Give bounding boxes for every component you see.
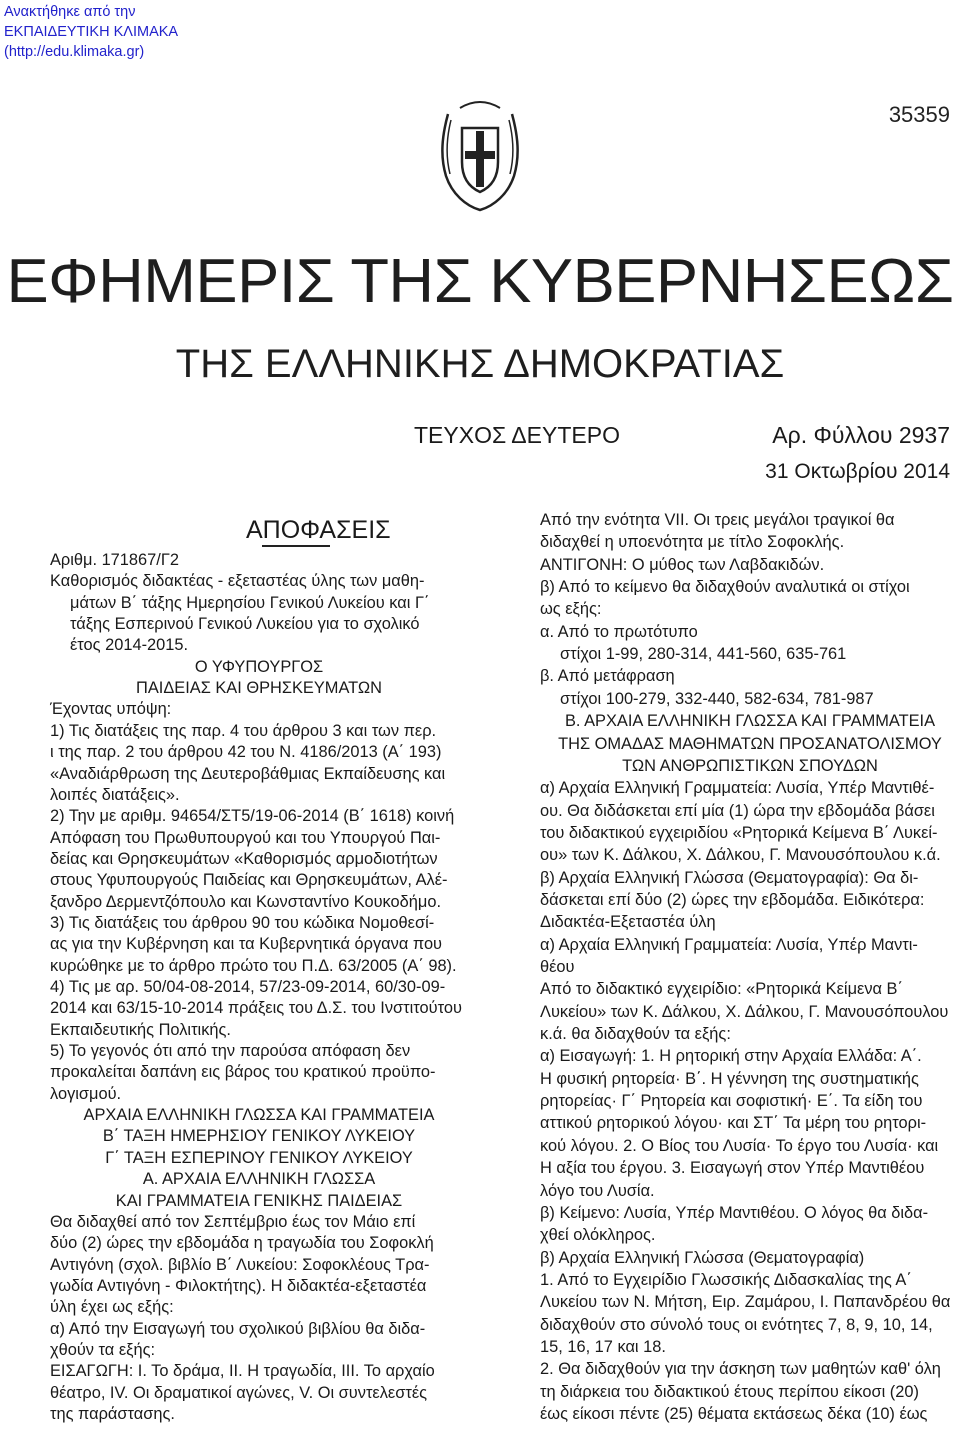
paragraph-line: κυρώθηκε με το άρθρο πρώτο του Π.Δ. 63/2005 (Α΄ 98).	[50, 957, 457, 975]
greek-coat-of-arms-icon	[438, 96, 522, 214]
source-note-line-2: ΕΚΠΑΙΔΕΥΤΙΚΗ ΚΛΙΜΑΚΑ	[4, 24, 179, 40]
paragraph-line: α) Αρχαία Ελληνική Γραμματεία: Λυσία, Υπέρ Μαντιθέ‑	[540, 779, 935, 797]
paragraph-line: γωδία Αντιγόνη ‑ Φιλοκτήτης). Η διδακτέα‑εξεταστέα	[50, 1277, 427, 1295]
subject-heading: ΚΑΙ ΓΡΑΜΜΑΤΕΙΑ ΓΕΝΙΚΗΣ ΠΑΙΔΕΙΑΣ	[115, 1192, 403, 1210]
paragraph-line: προκαλείται δαπάνη εις βάρος του κρατικού προϋπο‑	[50, 1063, 436, 1081]
paragraph-line: του διδακτικού εγχειριδίου «Ρητορικά Κείμενα Β΄ Λυκεί‑	[540, 824, 938, 842]
subject-heading: ΤΗΣ ΟΜΑΔΑΣ ΜΑΘΗΜΑΤΩΝ ΠΡΟΣΑΝΑΤΟΛΙΣΜΟΥ	[558, 735, 942, 753]
paragraph-line: χθούν τα εξής:	[50, 1341, 156, 1359]
paragraph-line: Η αξία του έργου. 3. Εισαγωγή στον Υπέρ Μαντιθέου	[540, 1159, 925, 1177]
source-note-line-1: Ανακτήθηκε από την	[4, 4, 136, 20]
decision-number: Αριθμ. 171867/Γ2	[50, 551, 179, 569]
paragraph-line: της παράστασης.	[50, 1405, 175, 1423]
paragraph-line: α) Αρχαία Ελληνική Γραμματεία: Λυσία, Υπέρ Μαντι‑	[540, 936, 918, 954]
paragraph-line: α) Εισαγωγή: 1. Η ρητορική στην Αρχαία Ελλάδα: Α΄.	[540, 1047, 922, 1065]
paragraph-line: Εκπαιδευτικής Πολιτικής.	[50, 1021, 231, 1039]
subject-heading: ΑΡΧΑΙΑ ΕΛΛΗΝΙΚΗ ΓΛΩΣΣΑ ΚΑΙ ΓΡΑΜΜΑΤΕΙΑ	[83, 1106, 435, 1124]
source-note	[4, 2, 178, 62]
issue-date: 31 Οκτωβρίου 2014	[765, 460, 950, 483]
paragraph-line: β) Κείμενο: Λυσία, Υπέρ Μαντιθέου. Ο λόγος θα διδα‑	[540, 1204, 929, 1222]
decision-title-line: έτος 2014‑2015.	[70, 636, 189, 654]
gazette-title: ΕΦΗΜΕΡΙΣ ΤΗΣ ΚΥΒΕΡΝΗΣΕΩΣ	[6, 247, 954, 316]
sheet-number: Αρ. Φύλλου 2937	[772, 422, 950, 448]
paragraph-line: Απόφαση του Πρωθυπουργού και του Υπουργού Παι‑	[50, 829, 441, 847]
paragraph-line: έως είκοσι πέντε (25) θέματα εκτάσεως δέκα (10) έως	[540, 1405, 928, 1423]
paragraph-line: Λυκείου» των Κ. Δάλκου, Χ. Δάλκου, Γ. Μανουσόπουλου	[540, 1003, 949, 1021]
paragraph-line: διδαχθούν στο σύνολό τους οι ενότητες 7, 8, 9, 10, 14,	[540, 1316, 933, 1334]
section-heading: ΑΠΟΦΑΣΕΙΣ	[246, 516, 391, 544]
paragraph-line: 15, 16, 17 και 18.	[540, 1338, 666, 1356]
decision-title-line: τάξης Εσπερινού Γενικού Λυκείου για το σχολικό	[70, 615, 420, 633]
issue-line	[0, 422, 960, 452]
issuer-heading: Ο ΥΦΥΠΟΥΡΓΟΣ	[194, 658, 324, 676]
paragraph-line: λογισμού.	[50, 1085, 122, 1103]
paragraph-line: λόγο του Λυσία.	[540, 1182, 655, 1200]
decision-title-line: Καθορισμός διδακτέας ‑ εξεταστέας ύλης των μαθη‑	[50, 572, 425, 590]
paragraph-line: Θα διδαχθεί από τον Σεπτέμβριο έως τον Μάιο επί	[50, 1213, 416, 1231]
paragraph-line: κού λόγου. 2. Ο Βίος του Λυσία· Το έργο του Λυσία· και	[540, 1137, 939, 1155]
issue-series: ΤΕΥΧΟΣ ΔΕΥΤΕΡΟ	[414, 422, 620, 448]
page-number: 35359	[888, 102, 950, 127]
paragraph-line: ου. Θα διδάσκεται επί μία (1) ώρα την εβδομάδα βάσει	[540, 802, 935, 820]
paragraph-line: δείας και Θρησκευμάτων «Καθορισμός αρμοδιοτήτων	[50, 850, 438, 868]
paragraph-line: κ.ά. θα διδαχθούν τα εξής:	[540, 1025, 731, 1043]
paragraph-line: ΑΝΤΙΓΟΝΗ: Ο μύθος των Λαβδακιδών.	[540, 556, 825, 574]
paragraph-line: 5) Το γεγονός ότι από την παρούσα απόφαση δεν	[50, 1042, 411, 1060]
paragraph-line: δάσκεται επί δύο (2) ώρες την εβδομάδα. Ειδικότερα:	[540, 891, 925, 909]
paragraph-line: ρητορείας· Γ΄ Ρητορεία και σοφιστική· Ε΄. Τα είδη του	[540, 1092, 923, 1110]
paragraph-line: Από το διδακτικό εγχειρίδιο: «Ρητορικά Κείμενα Β΄	[540, 980, 903, 998]
paragraph-line: ας για την Κυβέρνηση και τα Κυβερνητικά όργανα που	[50, 935, 443, 953]
paragraph-line: ύλη έχει ως εξής:	[50, 1298, 174, 1316]
paragraph-line: ως εξής:	[540, 600, 602, 618]
source-note-line-3: (http://edu.klimaka.gr)	[4, 44, 145, 60]
paragraph-line: β) Από το κείμενο θα διδαχθούν αναλυτικά οι στίχοι	[540, 578, 910, 596]
paragraph-line: 3) Τις διατάξεις του άρθρου 90 του κώδικα Νομοθεσί‑	[50, 914, 435, 932]
paragraph-line: Αντιγόνη (σχολ. βιβλίο Β΄ Λυκείου: Σοφοκλέους Τρα‑	[50, 1256, 430, 1274]
paragraph-line: διδαχθεί η υποενότητα με τίτλο Σοφοκλής.	[540, 533, 845, 551]
paragraph-line: Η φυσική ρητορεία· Β΄. Η γέννηση της συστηματικής	[540, 1070, 919, 1088]
subject-heading: Β΄ ΤΑΞΗ ΗΜΕΡΗΣΙΟΥ ΓΕΝΙΚΟΥ ΛΥΚΕΙΟΥ	[102, 1127, 416, 1145]
subject-heading: Γ΄ ΤΑΞΗ ΕΣΠΕΡΙΝΟΥ ΓΕΝΙΚΟΥ ΛΥΚΕΙΟΥ	[105, 1149, 413, 1167]
paragraph-line: Λυκείου των Ν. Μήτση, Ειρ. Ζαμάρου, Ι. Παπανδρέου θα	[540, 1293, 951, 1311]
paragraph-line: «Αναδιάρθρωση της Δευτεροβάθμιας Εκπαίδευσης και	[50, 765, 446, 783]
paragraph-line: δύο (2) ώρες την εβδομάδα η τραγωδία του Σοφοκλή	[50, 1234, 434, 1252]
paragraph-line: αττικού ρητορικού λόγου· και ΣΤ΄ Τα μέρη του ρητορι‑	[540, 1114, 927, 1132]
section-heading-rule	[262, 545, 330, 547]
paragraph-line: ξανδρο Δερμεντζόπουλο και Κωνσταντίνο Κουκοδήμο.	[50, 893, 442, 911]
paragraph-line: τη διάρκεια του διδακτικού έτους περίπου είκοσι (20)	[540, 1383, 919, 1401]
paragraph-line: 2) Την με αριθμ. 94654/ΣΤ5/19‑06‑2014 (Β΄ 1618) κοινή	[50, 807, 455, 825]
paragraph-line: 2. Θα διδαχθούν για την άσκηση των μαθητών καθ' όλη	[540, 1360, 941, 1378]
paragraph-line: β. Από μετάφραση	[540, 667, 675, 685]
paragraph-line: Έχοντας υπόψη:	[50, 700, 172, 718]
paragraph-line: θέου	[540, 958, 575, 976]
paragraph-line: ΕΙΣΑΓΩΓΗ: Ι. Το δράμα, ΙΙ. Η τραγωδία, ΙΙΙ. Το αρχαίο	[50, 1362, 435, 1380]
paragraph-line: 1) Τις διατάξεις της παρ. 4 του άρθρου 3 και των περ.	[50, 722, 437, 740]
paragraph-line: θέατρο, IV. Οι δραματικοί αγώνες, V. Οι συντελεστές	[50, 1384, 428, 1402]
paragraph-line: λοιπές διατάξεις».	[50, 786, 180, 804]
paragraph-line: Από την ενότητα VII. Οι τρεις μεγάλοι τραγικοί θα	[540, 511, 895, 529]
subject-heading: Β. ΑΡΧΑΙΑ ΕΛΛΗΝΙΚΗ ΓΛΩΣΣΑ ΚΑΙ ΓΡΑΜΜΑΤΕΙΑ	[564, 712, 936, 730]
decision-title-line: μάτων Β΄ τάξης Ημερησίου Γενικού Λυκείου και Γ΄	[70, 594, 430, 612]
paragraph-line: ι της παρ. 2 του άρθρου 42 του Ν. 4186/2013 (Α΄ 193)	[50, 743, 442, 761]
paragraph-line: στίχοι 100‑279, 332‑440, 582‑634, 781‑987	[560, 690, 874, 708]
issuer-heading: ΠΑΙΔΕΙΑΣ ΚΑΙ ΘΡΗΣΚΕΥΜΑΤΩΝ	[136, 679, 382, 697]
paragraph-line: α. Από το πρωτότυπο	[540, 623, 698, 641]
paragraph-line: στους Υφυπουργούς Παιδείας και Θρησκευμάτων, Αλέ‑	[50, 871, 448, 889]
subject-heading: Α. ΑΡΧΑΙΑ ΕΛΛΗΝΙΚΗ ΓΛΩΣΣΑ	[142, 1170, 376, 1188]
subject-heading: ΤΩΝ ΑΝΘΡΩΠΙΣΤΙΚΩΝ ΣΠΟΥΔΩΝ	[622, 757, 878, 775]
paragraph-line: ου» των Κ. Δάλκου, Χ. Δάλκου, Γ. Μανουσόπουλου κ.ά.	[540, 846, 941, 864]
gazette-subtitle: ΤΗΣ ΕΛΛΗΝΙΚΗΣ ΔΗΜΟΚΡΑΤΙΑΣ	[175, 342, 785, 386]
paragraph-line: 1. Από το Εγχειρίδιο Γλωσσικής Διδασκαλίας της Α΄	[540, 1271, 912, 1289]
paragraph-line: 4) Τις με αρ. 50/04‑08‑2014, 57/23‑09‑2014, 60/30‑09‑	[50, 978, 446, 996]
paragraph-line: Διδακτέα‑Εξεταστέα ύλη	[540, 913, 716, 931]
paragraph-line: 2014 και 63/15‑10‑2014 πράξεις του Δ.Σ. του Ινστιτούτου	[50, 999, 462, 1017]
paragraph-line: α) Από την Εισαγωγή του σχολικού βιβλίου θα διδα‑	[50, 1320, 426, 1338]
paragraph-line: β) Αρχαία Ελληνική Γλώσσα (Θεματογραφία): Θα δι‑	[540, 869, 919, 887]
paragraph-line: χθεί ολόκληρος.	[540, 1226, 656, 1244]
paragraph-line: β) Αρχαία Ελληνική Γλώσσα (Θεματογραφία)	[540, 1249, 865, 1267]
paragraph-line: στίχοι 1‑99, 280‑314, 441‑560, 635‑761	[560, 645, 847, 663]
